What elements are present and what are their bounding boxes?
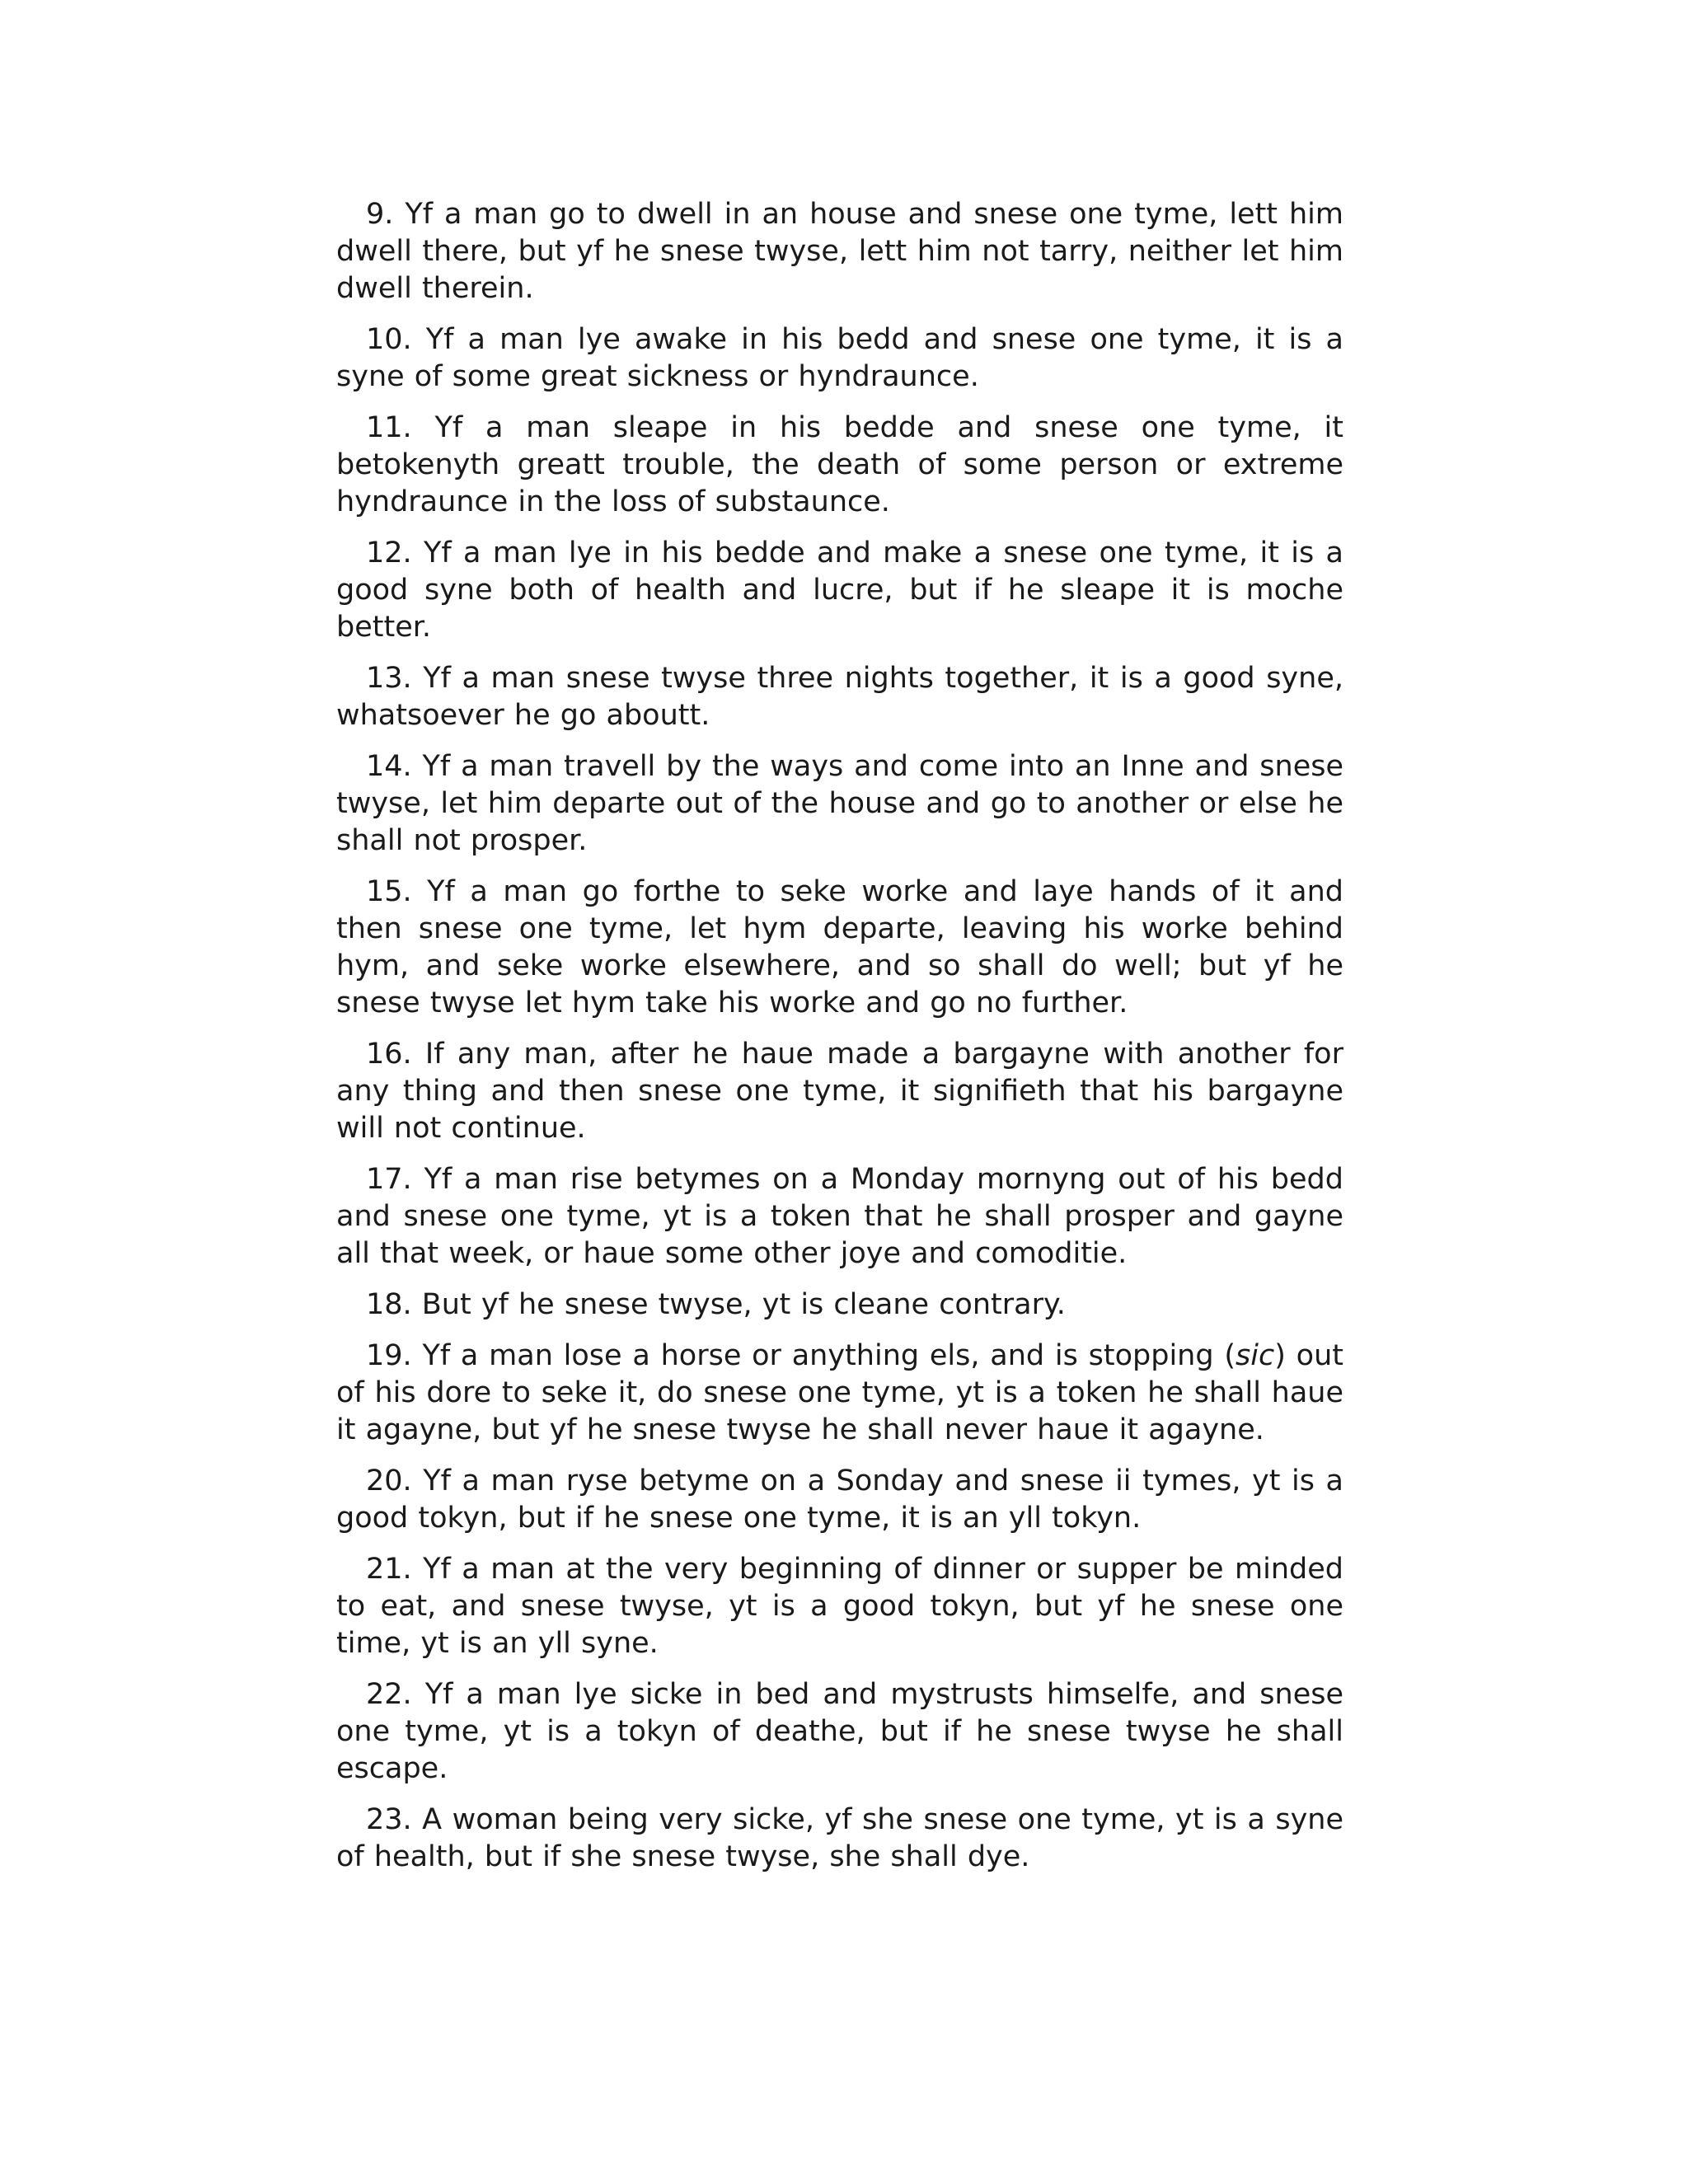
paragraph-20: 20. Yf a man ryse betyme on a Sonday and snese ii tymes, yt is a good tokyn, but if he snese one tyme, it is an yll tokyn.	[336, 1465, 1343, 1535]
paragraph-14: 14. Yf a man travell by the ways and come into an Inne and snese twyse, let him departe out of the house and go to another or else he shall not prosper.	[336, 750, 1343, 857]
paragraph-10: 10. Yf a man lye awake in his bedd and snese one tyme, it is a syne of some great sickness or hyndraunce.	[336, 323, 1343, 393]
paragraph-19-text-before: 19. Yf a man lose a horse or anything els, and is stopping (	[366, 1339, 1236, 1372]
paragraph-18: 18. But yf he snese twyse, yt is cleane contrary.	[366, 1288, 1066, 1321]
paragraph-17: 17. Yf a man rise betymes on a Monday mornyng out of his bedd and snese one tyme, yt is a token that he shall prosper and gayne all that week, or haue some other joye and comoditie.	[336, 1163, 1343, 1270]
sic-annotation: sic	[1236, 1339, 1275, 1372]
paragraph-16: 16. If any man, after he haue made a bargayne with another for any thing and then snese one tyme, it signifieth that his bargayne will not continue.	[336, 1038, 1343, 1145]
paragraph-11: 11. Yf a man sleape in his bedde and snese one tyme, it betokenyth greatt trouble, the death of some person or extreme hyndraunce in the loss of substaunce.	[336, 411, 1343, 518]
paragraph-23: 23. A woman being very sicke, yf she snese one tyme, yt is a syne of health, but if she snese twyse, she shall dye.	[336, 1803, 1343, 1873]
paragraph-19-text-after: ) out of his dore to seke it, do snese one tyme, yt is a token he shall haue it agayne, but yf he snese twyse he shall never haue it agayne.	[336, 1339, 1343, 1446]
paragraph-9: 9. Yf a man go to dwell in an house and snese one tyme, lett him dwell there, but yf he snese twyse, lett him not tarry, neither let him dwell therein.	[336, 198, 1343, 305]
paragraph-22: 22. Yf a man lye sicke in bed and mystrusts himselfe, and snese one tyme, yt is a tokyn of deathe, but if he snese twyse he shall escape.	[336, 1678, 1343, 1785]
paragraph-19	[336, 1338, 1343, 1449]
paragraph-15: 15. Yf a man go forthe to seke worke and laye hands of it and then snese one tyme, let hym departe, leaving his worke behind hym, and seke worke elsewhere, and so shall do well; but yf he snese twyse let hym take his worke and go no further.	[336, 875, 1343, 1019]
paragraph-13: 13. Yf a man snese twyse three nights together, it is a good syne, whatsoever he go aboutt.	[336, 662, 1343, 732]
document-page	[336, 196, 1343, 1890]
paragraph-12: 12. Yf a man lye in his bedde and make a snese one tyme, it is a good syne both of health and lucre, but if he sleape it is moche better.	[336, 537, 1343, 644]
paragraph-21: 21. Yf a man at the very beginning of dinner or supper be minded to eat, and snese twyse, yt is a good tokyn, but yf he snese one time, yt is an yll syne.	[336, 1553, 1343, 1660]
